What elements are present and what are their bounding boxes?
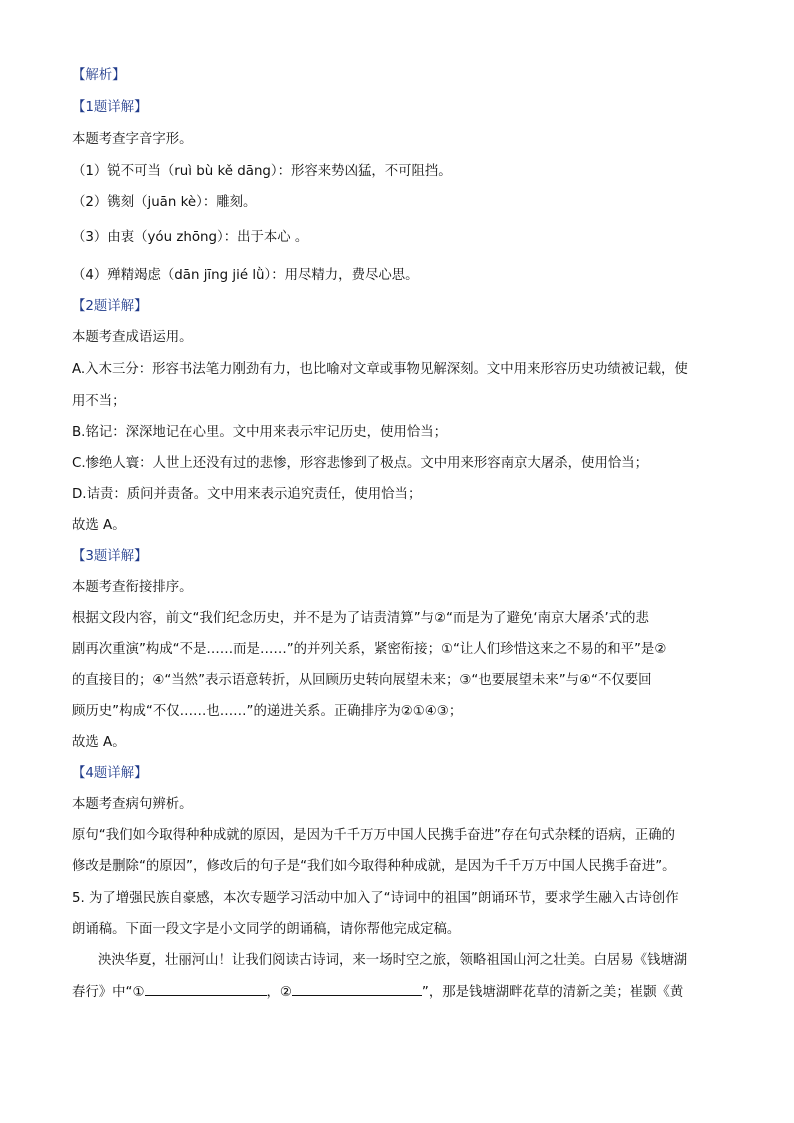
blank-1[interactable]	[145, 983, 267, 996]
q3-heading: 【3题详解】	[72, 549, 148, 564]
q5-line-1: 5. 为了增强民族自豪感，本次专题学习活动中加入了“诗词中的祖国”朗诵环节，要求学生融入古诗创作	[72, 891, 679, 906]
q3-line-2: 剧再次重演”构成“不是……而是……”的并列关系，紧密衔接；①“让人们珍惜这来之不易的和平”是②	[72, 642, 667, 657]
q5-paragraph-prefix: 春行》中“①	[72, 985, 145, 1000]
q3-line-4: 顾历史”构成“不仅……也……”的递进关系。正确排序为②①④③；	[72, 704, 463, 719]
q4-line-1: 原句“我们如今取得种种成就的原因，是因为千千万万中国人民携手奋进”存在句式杂糅的语病，正确的	[72, 828, 676, 843]
q5-paragraph-line-2	[72, 983, 732, 1002]
q2-option-c: C.惨绝人寰：人世上还没有过的悲惨，形容悲惨到了极点。文中用来形容南京大屠杀，使用恰当；	[72, 456, 649, 471]
blank-2[interactable]	[292, 983, 422, 996]
q1-item-3: （3）由衷（yóu zhōng）：出于本心 。	[72, 230, 309, 245]
q2-option-b: B.铭记：深深地记在心里。文中用来表示牢记历史，使用恰当；	[72, 425, 447, 440]
q2-option-d: D.诘责：质问并责备。文中用来表示追究责任，使用恰当；	[72, 487, 422, 502]
q5-paragraph-mid: ，②	[266, 985, 292, 1000]
q5-paragraph-line-1: 泱泱华夏，壮丽河山！让我们阅读古诗词，来一场时空之旅，领略祖国山河之壮美。白居易《钱塘湖	[98, 953, 688, 968]
q3-answer: 故选 A。	[72, 735, 126, 750]
q4-heading: 【4题详解】	[72, 766, 148, 781]
q3-intro: 本题考查衔接排序。	[72, 580, 193, 595]
q2-intro: 本题考查成语运用。	[72, 330, 193, 345]
q3-line-1: 根据文段内容，前文“我们纪念历史，并不是为了诘责清算”与②“而是为了避免‘南京大屠杀’式的悲	[72, 611, 649, 626]
q1-intro: 本题考查字音字形。	[72, 132, 193, 147]
q2-option-a-line-1: A.入木三分：形容书法笔力刚劲有力，也比喻对文章或事物见解深刻。文中用来形容历史功绩被记载，使	[72, 362, 688, 377]
q1-heading: 【1题详解】	[72, 100, 148, 115]
q4-line-2: 修改是删除“的原因”，修改后的句子是“我们如今取得种种成就，是因为千千万万中国人民携手奋进”。	[72, 859, 676, 874]
q5-line-2: 朗诵稿。下面一段文字是小文同学的朗诵稿，请你帮他完成定稿。	[72, 922, 461, 937]
q2-heading: 【2题详解】	[72, 299, 148, 314]
q2-option-a-line-2: 用不当；	[72, 394, 126, 409]
q5-paragraph-suffix: ”，那是钱塘湖畔花草的清新之美；崔颢《黄	[421, 985, 684, 1000]
q1-item-1: （1）锐不可当（ruì bù kě dāng）：形容来势凶猛，不可阻挡。	[72, 164, 452, 179]
q2-answer: 故选 A。	[72, 518, 126, 533]
q3-line-3: 的直接目的；④“当然”表示语意转折，从回顾历史转向展望未来；③“也要展望未来”与④“不仅要回	[72, 673, 652, 688]
q4-intro: 本题考查病句辨析。	[72, 797, 193, 812]
q1-item-2: （2）镌刻（juān kè）：雕刻。	[72, 195, 257, 210]
q1-item-4: （4）殚精竭虑（dān jīng jié lǜ）：用尽精力，费尽心思。	[72, 268, 419, 283]
analysis-label: 【解析】	[72, 68, 126, 83]
